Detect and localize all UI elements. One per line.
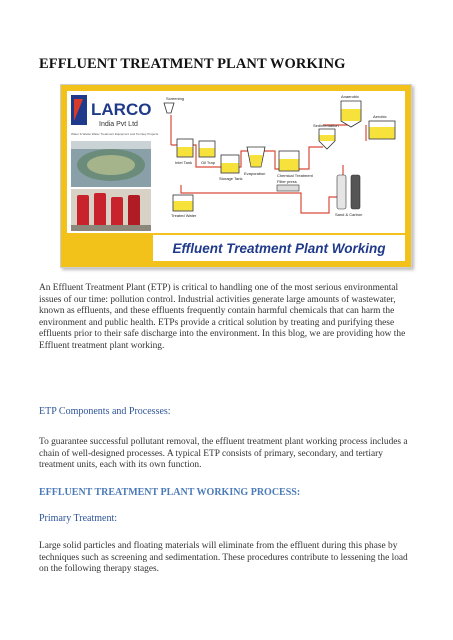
label-treated-water: Treated Water xyxy=(171,213,197,218)
etp-diagram xyxy=(61,85,411,267)
components-paragraph: To guarantee successful pollutant removal, the effluent treatment plant working process includes a chain of well-designed processes. A typical ETP consists of primary, secondary, and tertiary treatment units, each with its own function. xyxy=(39,437,408,471)
label-evaporation: Evaporation xyxy=(244,171,266,176)
label-aerobic: Aerobic xyxy=(373,114,387,119)
logo-tagline: Water & Waste Water Treatment Equipment and Turnkey Projects xyxy=(71,132,159,136)
chemical-tank-water xyxy=(280,159,299,171)
page-title: EFFLUENT TREATMENT PLANT WORKING xyxy=(39,56,346,72)
aerobic-water xyxy=(370,127,395,139)
label-sand-carbon: Sand & Carbon xyxy=(335,212,363,217)
section-heading-process: EFFLUENT TREATMENT PLANT WORKING PROCESS: xyxy=(39,487,301,498)
banner-caption: Effluent Treatment Plant Working xyxy=(172,241,386,256)
evaporator-water xyxy=(250,155,263,167)
label-oil-trap: Oil Trap xyxy=(201,160,216,165)
inlet-tank-water xyxy=(178,147,193,157)
section-heading-primary: Primary Treatment: xyxy=(39,513,118,524)
label-chemical-treatment: Chemical Treatment xyxy=(277,173,313,178)
label-sedimentation: Sedimentation xyxy=(313,123,339,128)
plant-photo-2 xyxy=(71,189,151,231)
logo-name: LARCO xyxy=(91,100,152,119)
section-heading-components: ETP Components and Processes: xyxy=(39,406,171,417)
label-inlet-tank: Inlet Tank xyxy=(175,160,193,165)
anaerobic-water xyxy=(342,109,361,121)
treated-water-tank xyxy=(174,201,193,211)
primary-treatment-paragraph: Large solid particles and floating materials will eliminate from the effluent during this phase by techniques such as screening and sedimentation. These procedures contribute to lessening the load on the following therapy stages. xyxy=(39,541,408,575)
carbon-filter xyxy=(351,175,360,209)
etp-banner-image xyxy=(60,84,412,268)
storage-tank-water xyxy=(222,163,239,173)
plant-photo-1 xyxy=(71,141,151,187)
label-screening: Screening xyxy=(166,96,185,101)
label-anaerobic: Anaerobic xyxy=(341,94,360,99)
logo-sub: India Pvt Ltd xyxy=(99,121,138,128)
sand-filter xyxy=(337,175,346,209)
filter-press-unit xyxy=(277,185,299,191)
label-storage-tank: Storage Tank xyxy=(219,176,243,181)
oil-trap-water xyxy=(200,148,215,157)
sedimentation-water xyxy=(320,135,335,141)
intro-paragraph: An Effluent Treatment Plant (ETP) is critical to handling one of the most serious environmental issues of our time: pollution control. Industrial activities generate large amounts of wastewater, known as effluents, and these effluents frequently contain harmful chemicals that can harm the environment and public health. ETPs provide a critical solution by treating and purifying these effluents prior to their safe discharge into the environment. In this blog, we are providing how the Effluent treatment plant working. xyxy=(39,283,406,351)
label-filter-press: Filter press xyxy=(277,179,297,184)
